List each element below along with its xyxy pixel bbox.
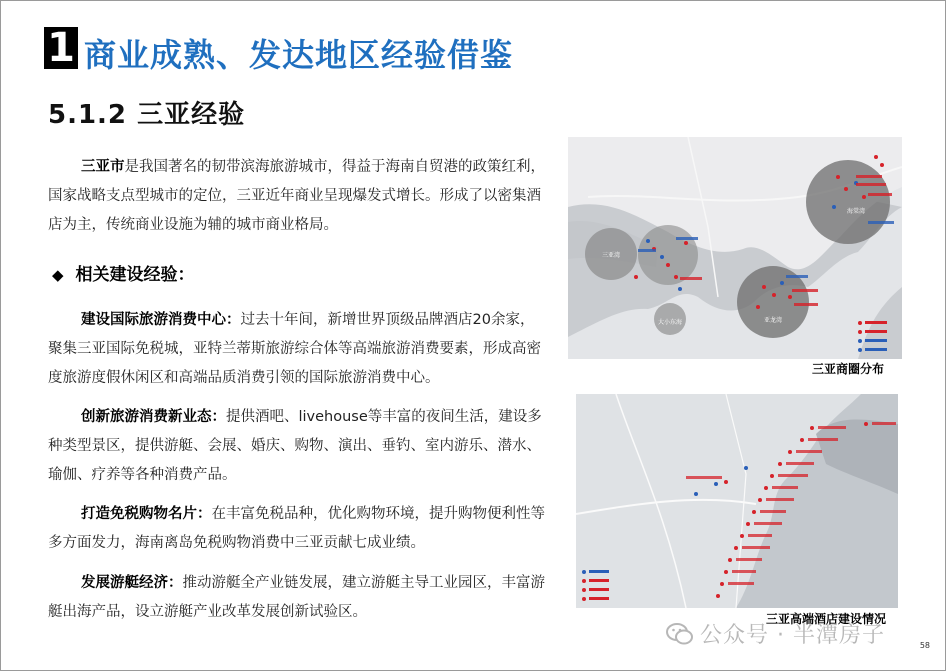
section-subtitle: 5.1.2 三亚经验 — [48, 100, 246, 130]
watermark-text: 公众号 · 半潭房子 — [700, 623, 885, 648]
wechat-watermark — [666, 618, 885, 649]
experience-item — [48, 403, 548, 490]
page-number: 58 — [919, 641, 930, 650]
experience-item-text: 在丰富免税品种，优化购物环境，提升购物便利性等多方面发力，海南离岛免税购物消费中三亚贡献七成业绩。 — [48, 506, 545, 551]
wechat-icon — [666, 622, 694, 646]
sanya-commercial-district-map — [568, 137, 902, 359]
experience-item-title: 发展游艇经济： — [81, 575, 183, 591]
intro-lead: 三亚市 — [81, 159, 125, 175]
map-caption-districts: 三亚商圈分布 — [812, 362, 885, 376]
experience-item-text: 提供酒吧、livehouse等丰富的夜间生活，建设多种类型景区，提供游艇、会展、婚庆、购物、演出、垂钓、室内游乐、潜水、瑜伽、疗养等各种消费产品。 — [48, 409, 542, 483]
experience-item-title: 建设国际旅游消费中心： — [81, 312, 241, 328]
map-caption-hotels: 三亚高端酒店建设情况 — [766, 612, 887, 626]
experience-item — [48, 569, 548, 627]
district-label: 亚龙湾 — [763, 317, 783, 324]
intro-paragraph — [48, 153, 548, 240]
section-number: 1 — [44, 27, 78, 69]
intro-text: 是我国著名的韧带滨海旅游城市，得益于海南自贸港的政策红利，国家战略支点型城市的定位，三亚近年商业呈现爆发式增长。形成了以密集酒店为主，传统商业设施为辅的城市商业格局。 — [48, 159, 545, 233]
experience-heading — [52, 260, 195, 285]
district-label: 三亚湾 — [601, 252, 621, 259]
experience-item-text: 推动游艇全产业链发展，建立游艇主导工业园区，丰富游艇出海产品，设立游艇产业改革发展创新试验区。 — [48, 575, 545, 620]
map-legend — [582, 570, 609, 601]
sanya-hotel-map — [576, 394, 898, 608]
district-label: 海棠湾 — [846, 208, 866, 215]
experience-item — [48, 306, 548, 393]
diamond-bullet-icon: ◆ — [52, 266, 64, 284]
experience-item — [48, 500, 548, 558]
district-map-graphic — [568, 137, 902, 359]
experience-heading-label: 相关建设经验： — [75, 265, 195, 285]
hotel-map-graphic — [576, 394, 898, 608]
experience-item-text: 过去十年间，新增世界顶级品牌酒店20余家，聚集三亚国际免税城，亚特兰蒂斯旅游综合体等高端旅游消费要素，形成高密度旅游度假休闲区和高端品质消费引领的国际旅游消费中心。 — [48, 312, 541, 386]
district-label: 大小东海 — [657, 319, 683, 326]
experience-item-title: 打造免税购物名片： — [81, 506, 212, 522]
experience-item-title: 创新旅游消费新业态： — [81, 409, 226, 425]
page-title: 商业成熟、发达地区经验借鉴 — [84, 36, 514, 74]
